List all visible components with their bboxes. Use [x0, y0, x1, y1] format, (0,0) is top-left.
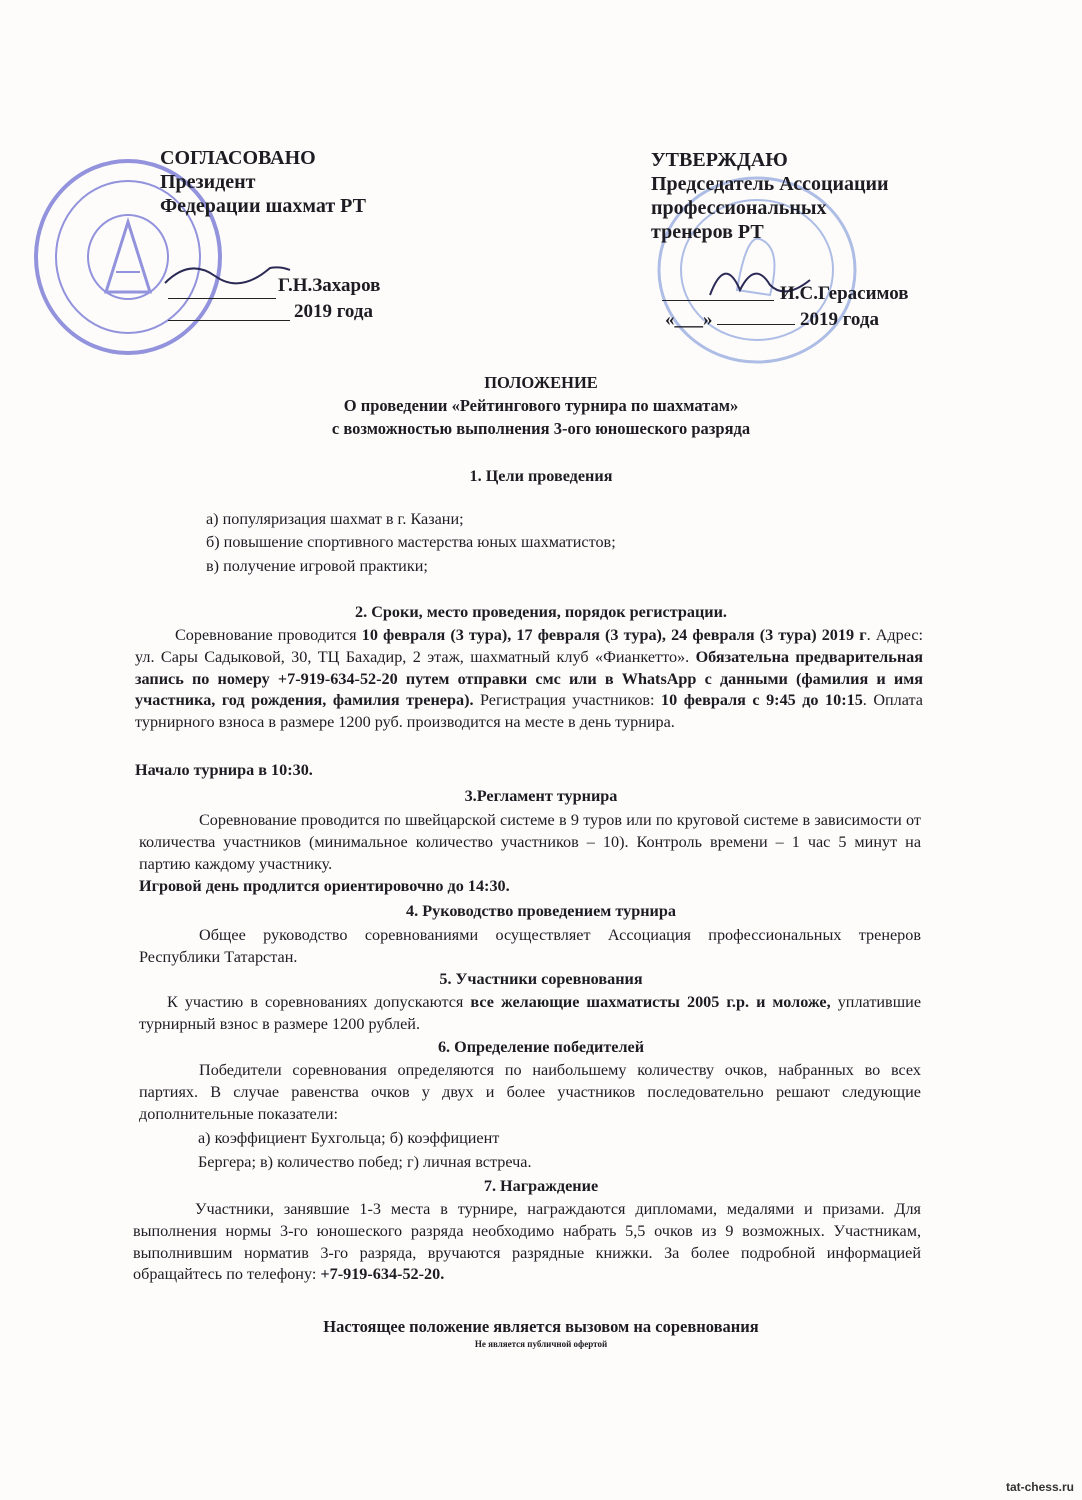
left-approval-title: СОГЛАСОВАНО — [160, 147, 316, 169]
section-4-heading: 4. Руководство проведением турнира — [406, 902, 676, 920]
right-approval-block — [651, 148, 889, 244]
doc-subtitle-1: О проведении «Рейтингового турнира по шахматам» — [343, 396, 739, 415]
section-6-text: Победители соревнования определяются по наибольшему количеству очков, набранных во всех партиях. В случае равенства очков у двух и более участников последовательно решают следующие дополнительные показатели: — [139, 1061, 921, 1123]
left-date: 2019 года — [294, 301, 373, 322]
right-signer — [780, 282, 909, 306]
doc-subtitle-2: с возможностью выполнения 3-ого юношеского разряда — [331, 419, 751, 438]
section-4-text: Общее руководство соревнованиями осуществляет Ассоциация профессиональных тренеров Республики Татарстан. — [139, 926, 921, 966]
doc-title: ПОЛОЖЕНИЕ — [484, 373, 598, 392]
left-approver-position: Президент — [160, 171, 256, 193]
section-6-criteria-1: а) коэффициент Бухгольца; б) коэффициент — [198, 1129, 500, 1147]
section-3-heading: 3.Регламент турнира — [464, 787, 618, 805]
section-3-text: Соревнование проводится по швейцарской системе в 9 туров или по круговой системе в зависимости от количества участников (минимальное количество участников – 10). Контроль времени – 1 час 5 минут на партию каждому участнику. — [139, 811, 921, 873]
footer-call: Настоящее положение является вызовом на соревнования — [323, 1317, 759, 1336]
right-date-row — [665, 308, 879, 332]
right-signer-name: И.С.Герасимов — [780, 283, 909, 304]
section-7-text: Участники, занявшие 1-3 места в турнире, награждаются дипломами, медалями и призами. Для выполнения нормы 3-го юношеского разряда необходимо набрать 5,5 очков из 9 возможных. Участникам, выполнившим норматив 3-го разряда, вручаются разрядные книжки. За более подробной информацией обращайтесь по телефону: +7-919-634-52-20. — [133, 1200, 921, 1284]
right-date-prefix: «___» — [665, 309, 713, 330]
left-date-line — [168, 320, 290, 321]
section-3-bold-line: Игровой день продлится ориентировочно до 14:30. — [139, 877, 510, 895]
right-signature-line — [662, 300, 774, 301]
section-5-heading: 5. Участники соревнования — [439, 970, 643, 988]
section-2-start-time: Начало турнира в 10:30. — [135, 761, 313, 779]
section-6-heading: 6. Определение победителей — [437, 1038, 645, 1056]
section-7-heading: 7. Награждение — [483, 1177, 599, 1195]
right-approver-position-3: тренеров РТ — [651, 221, 764, 243]
right-approval-title: УТВЕРЖДАЮ — [651, 149, 788, 171]
left-signature-line — [168, 298, 276, 299]
section-1-heading: 1. Цели проведения — [469, 467, 613, 485]
section-2-heading: 2. Сроки, место проведения, порядок регистрации. — [355, 603, 727, 621]
left-signer-name: Г.Н.Захаров — [278, 275, 381, 296]
right-approver-position-1: Председатель Ассоциации — [651, 173, 889, 195]
site-watermark: tat-chess.ru — [1005, 1480, 1074, 1494]
section-6-criteria-2: Бергера; в) количество побед; г) личная встреча. — [198, 1153, 532, 1171]
left-approver-org: Федерации шахмат РТ — [160, 195, 366, 217]
section-1-item: а) популяризация шахмат в г. Казани; — [206, 510, 464, 528]
section-1-item: в) получение игровой практики; — [206, 557, 428, 575]
right-date: 2019 года — [800, 309, 879, 330]
right-date-line — [717, 324, 795, 325]
footer-note: Не является публичной офертой — [474, 1339, 608, 1349]
left-approval-block — [160, 146, 366, 218]
section-5-text: К участию в соревнованиях допускаются все желающие шахматисты 2005 г.р. и моложе, уплатившие турнирный взнос в размере 1200 рублей. — [139, 993, 922, 1033]
right-approver-position-2: профессиональных — [651, 197, 827, 219]
left-signer — [278, 274, 380, 298]
section-2-text: Соревнование проводится 10 февраля (3 тура), 17 февраля (3 тура), 24 февраля (3 тура) 2019 г. Адрес: ул. Сары Садыковой, 30, ТЦ Бахадир, 2 этаж, шахматный клуб «Фианкетто». Обязательна предварительная запись по номеру +7-919-634-52-20 путем отправки смс или в WhatsApp с данными (фамилия и имя участника, год рождения, фамилия тренера). Регистрация участников: 10 февраля с 9:45 до 10:15. Оплата турнирного взноса в размере 1200 руб. производится на месте в день турнира. — [135, 626, 924, 732]
section-1-item: б) повышение спортивного мастерства юных шахматистов; — [206, 533, 616, 551]
